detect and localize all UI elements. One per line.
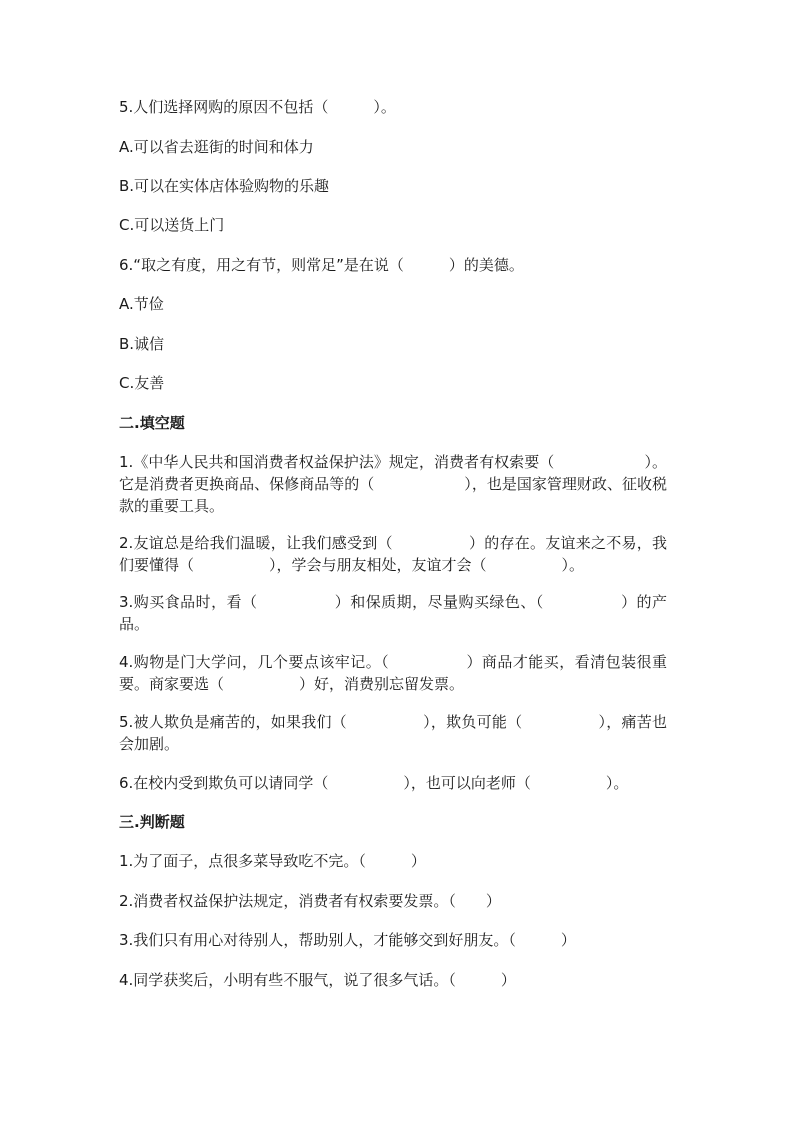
question-5: 5.人们选择网购的原因不包括（ ）。: [119, 98, 396, 116]
fill-question-6: 6.在校内受到欺负可以请同学（ ），也可以向老师（ ）。: [119, 774, 629, 792]
section-judgement-heading: 三.判断题: [119, 813, 185, 831]
judge-question-2: 2.消费者权益保护法规定，消费者有权索要发票。（ ）: [119, 892, 501, 910]
option-6a: A.节俭: [119, 295, 164, 313]
judge-question-3: 3.我们只有用心对待别人，帮助别人，才能够交到好朋友。（ ）: [119, 931, 576, 949]
fill-question-3: 3.购买食品时，看（ ）和保质期，尽量购买绿色、（ ）的产品。: [119, 593, 667, 633]
fill-question-4: 4.购物是门大学问，几个要点该牢记。（ ）商品才能买，看清包装很重要。商家要选（ ）好，消费别忘留发票。: [119, 653, 667, 693]
section-fill-in-heading: 二.填空题: [119, 414, 185, 432]
option-6c: C.友善: [119, 374, 165, 392]
option-5b: B.可以在实体店体验购物的乐趣: [119, 177, 330, 195]
judge-question-1: 1.为了面子，点很多菜导致吃不完。（ ）: [119, 852, 426, 870]
option-6b: B.诚信: [119, 335, 165, 353]
question-6: 6.“取之有度，用之有节，则常足”是在说（ ）的美德。: [119, 256, 524, 274]
fill-question-1: 1.《中华人民共和国消费者权益保护法》规定，消费者有权索要（ ）。它是消费者更换商品、保修商品等的（ ），也是国家管理财政、征收税款的重要工具。: [119, 453, 667, 515]
fill-question-2: 2.友谊总是给我们温暖，让我们感受到（ ）的存在。友谊来之不易，我们要懂得（ ），学会与朋友相处，友谊才会（ ）。: [119, 534, 667, 574]
fill-question-5: 5.被人欺负是痛苦的，如果我们（ ），欺负可能（ ），痛苦也会加剧。: [119, 713, 667, 753]
judge-question-4: 4.同学获奖后，小明有些不服气，说了很多气话。（ ）: [119, 971, 516, 989]
option-5a: A.可以省去逛街的时间和体力: [119, 138, 314, 156]
option-5c: C.可以送货上门: [119, 216, 225, 234]
